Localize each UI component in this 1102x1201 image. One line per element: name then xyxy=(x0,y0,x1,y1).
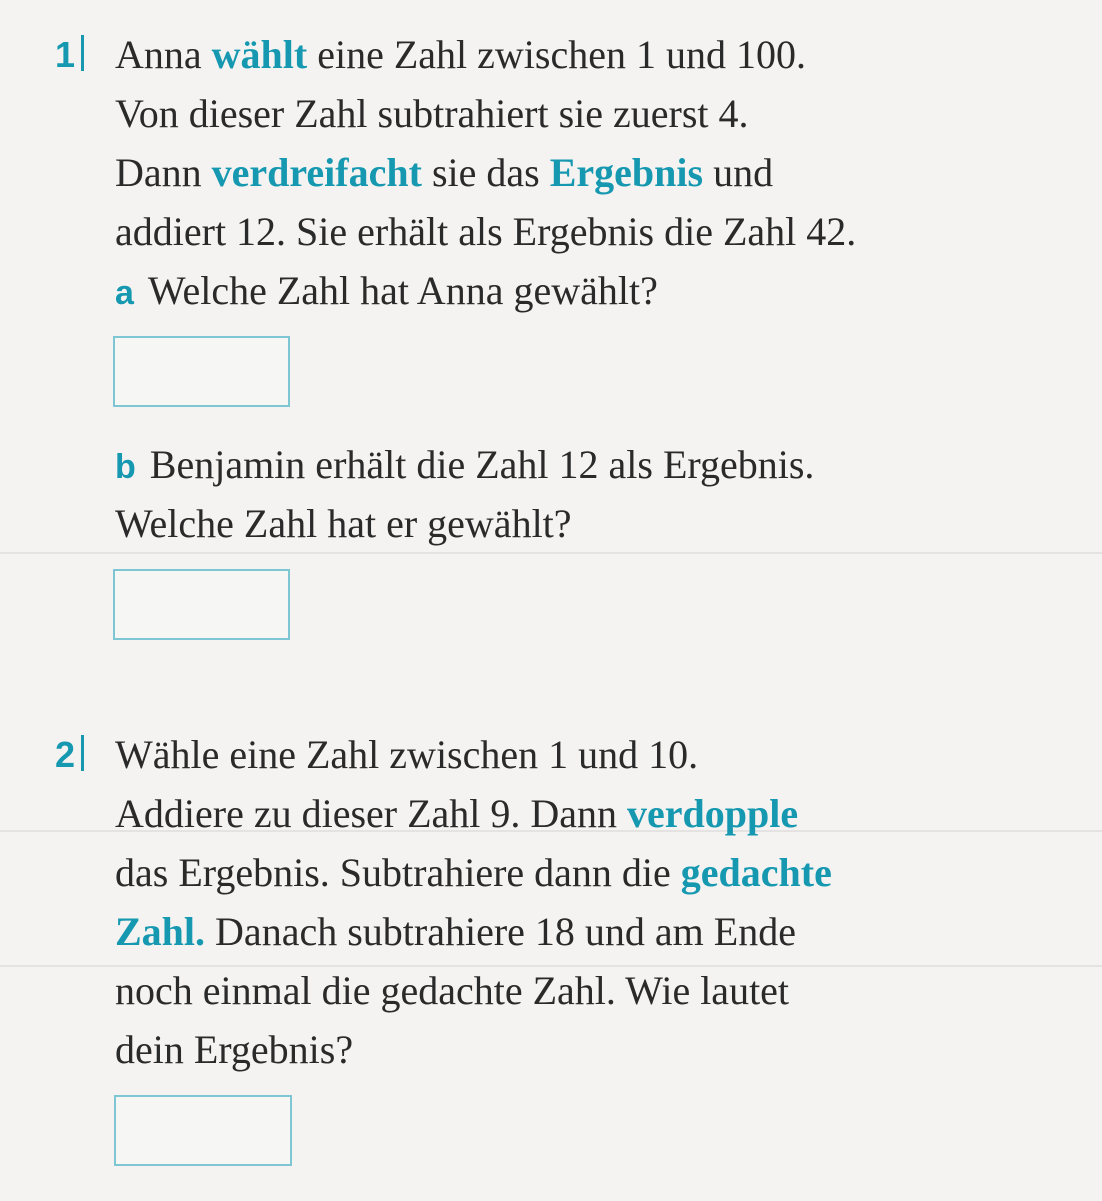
keyword-waehlt: wählt xyxy=(211,32,308,77)
keyword-zahl: Zahl. xyxy=(115,909,206,954)
task-1-line-2: Von dieser Zahl subtrahiert sie zuerst 4. xyxy=(115,91,749,136)
keyword-ergebnis: Ergebnis xyxy=(549,150,704,195)
task-2-line-2: Addiere zu dieser Zahl 9. Dann verdopple xyxy=(115,791,799,836)
task-1-line-1: Anna wählt eine Zahl zwischen 1 und 100. xyxy=(115,32,806,77)
task-1-line-4: addiert 12. Sie erhält als Ergebnis die Zahl 42. xyxy=(115,209,857,254)
keyword-gedachte: gedachte xyxy=(680,850,832,895)
task-2-number: 2 xyxy=(55,726,84,784)
subtask-letter-b: b xyxy=(115,448,136,486)
answer-box-1b[interactable] xyxy=(113,569,290,640)
task-2-line-5: noch einmal die gedachte Zahl. Wie lautet xyxy=(115,968,790,1013)
task-1b-question: b Benjamin erhält die Zahl 12 als Ergebnis. xyxy=(115,442,815,487)
task-number-bar xyxy=(81,735,84,771)
answer-box-1a[interactable] xyxy=(113,336,290,407)
answer-box-2[interactable] xyxy=(114,1095,292,1166)
task-1-number: 1 xyxy=(55,26,84,84)
keyword-verdreifacht: verdreifacht xyxy=(211,150,422,195)
task-number-bar xyxy=(81,35,84,71)
task-2-line-6: dein Ergebnis? xyxy=(115,1027,354,1072)
task-1a-question: a Welche Zahl hat Anna gewählt? xyxy=(115,268,658,313)
task-2-line-4: Zahl. Danach subtrahiere 18 und am Ende xyxy=(115,909,796,954)
task-1b-question-line-2: Welche Zahl hat er gewählt? xyxy=(115,501,572,546)
subtask-letter-a: a xyxy=(115,274,134,312)
task-2-line-1: Wähle eine Zahl zwischen 1 und 10. xyxy=(115,732,699,777)
task-1-line-3: Dann verdreifacht sie das Ergebnis und xyxy=(115,150,774,195)
task-2-line-3: das Ergebnis. Subtrahiere dann die gedachte xyxy=(115,850,832,895)
keyword-verdopple: verdopple xyxy=(627,791,799,836)
